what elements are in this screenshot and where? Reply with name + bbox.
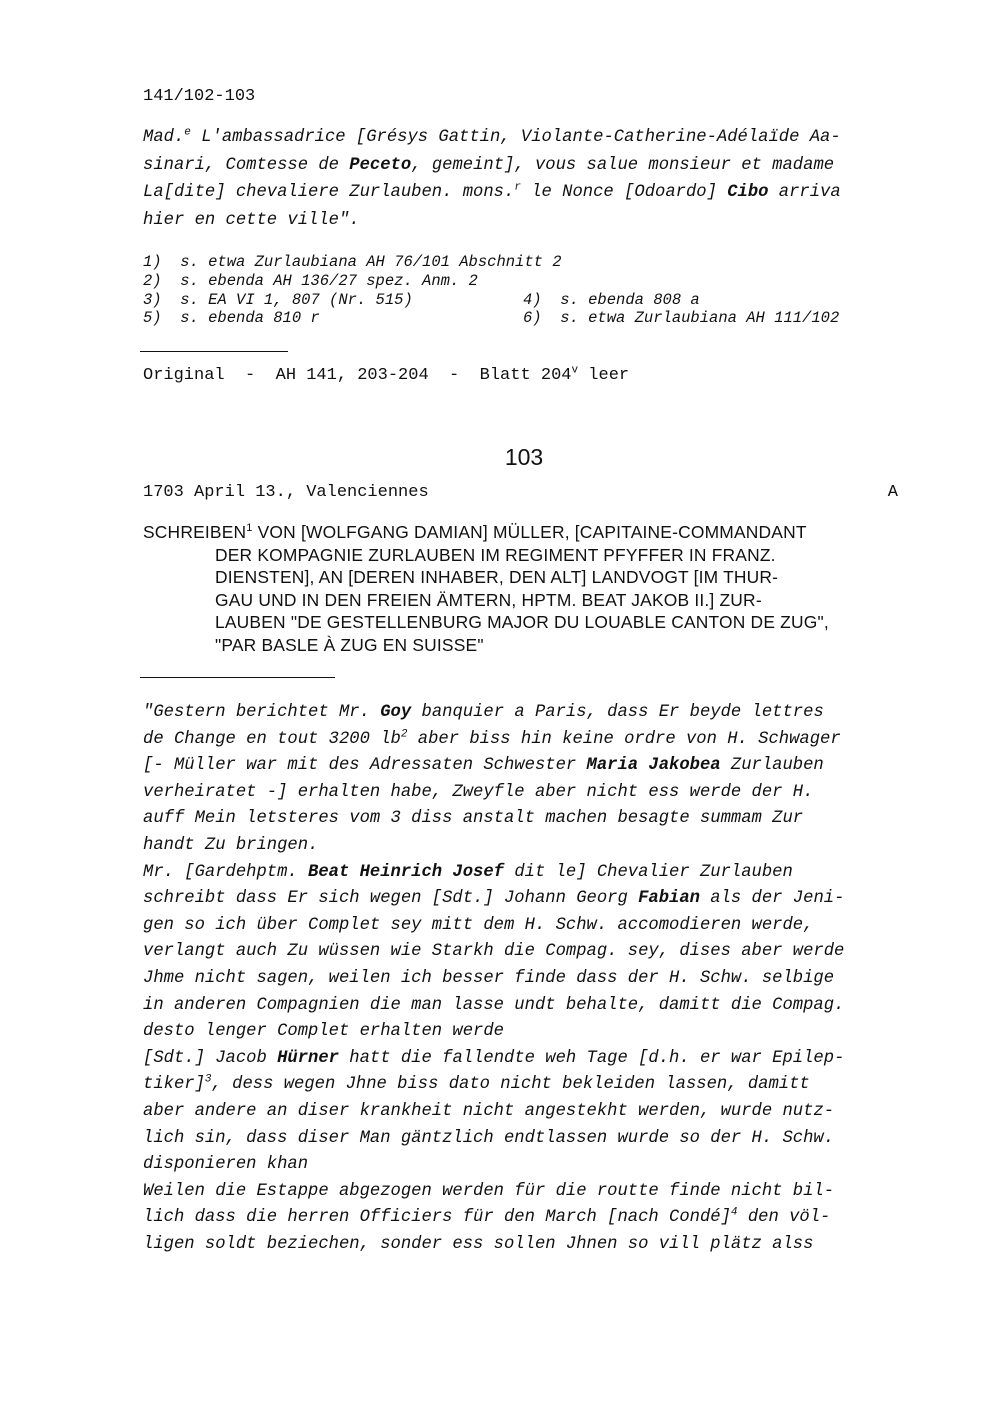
text-run: lich dass die herren Officiers für den March [nach Condé] bbox=[143, 1208, 731, 1228]
bold-name: Goy bbox=[380, 703, 412, 722]
original-source-line bbox=[143, 366, 629, 385]
footnote-left: 5) s. ebenda 810 r bbox=[143, 309, 320, 328]
text-run: verheiratet -] erhalten habe, Zweyfle aber nicht ess werde der H. bbox=[143, 782, 814, 802]
body-line bbox=[143, 1179, 908, 1206]
continuation-line bbox=[143, 207, 923, 235]
continuation-line bbox=[143, 124, 923, 152]
text-run: desto lenger Complet erhalten werde bbox=[143, 1022, 504, 1042]
text-run: aber biss hin keine ordre von H. Schwager bbox=[407, 729, 841, 749]
text-run: disponieren khan bbox=[143, 1155, 309, 1175]
body-line bbox=[143, 1046, 908, 1073]
document-type: A bbox=[887, 483, 898, 502]
bold-name: Hürner bbox=[277, 1048, 339, 1068]
text-run: de Change en tout 3200 lb bbox=[143, 729, 401, 749]
text-run: handt Zu bringen. bbox=[143, 835, 319, 855]
heading-line bbox=[143, 589, 908, 612]
text-run: hier en cette ville". bbox=[143, 210, 360, 230]
body-line bbox=[143, 1126, 908, 1153]
superscript-marker: r bbox=[514, 181, 521, 194]
body-line bbox=[143, 1232, 908, 1259]
text-run: auff Mein letsteres vom 3 diss anstalt machen besagte summam Zur bbox=[143, 809, 804, 829]
page-reference: 141/102-103 bbox=[143, 87, 256, 106]
body-line bbox=[143, 1072, 908, 1099]
heading-line bbox=[143, 521, 908, 544]
text-run: ligen soldt beziechen, sonder ess sollen Jhnen so vill plätz alss bbox=[143, 1234, 814, 1254]
body-line bbox=[143, 1099, 908, 1126]
body-line bbox=[143, 993, 908, 1020]
heading-divider bbox=[140, 677, 335, 678]
text-run: arriva bbox=[768, 183, 841, 202]
heading-line bbox=[143, 634, 908, 657]
text-run: lich sin, dass diser Man gäntzlich endtlassen wurde so der H. Schw. bbox=[143, 1128, 835, 1148]
heading-line bbox=[143, 611, 908, 634]
text-run: VON [WOLFGANG DAMIAN] MÜLLER, [CAPITAINE-COMMANDANT bbox=[252, 522, 807, 542]
footnote-divider bbox=[140, 351, 288, 352]
body-line bbox=[143, 753, 908, 780]
letter-body bbox=[143, 700, 908, 1258]
superscript-marker: 3 bbox=[204, 1073, 212, 1086]
date-place: 1703 April 13., Valenciennes bbox=[143, 483, 429, 502]
heading-line bbox=[143, 544, 908, 567]
body-line bbox=[143, 700, 908, 727]
text-run: GAU UND IN DEN FREIEN ÄMTERN, HPTM. BEAT JAKOB II.] ZUR- bbox=[215, 589, 762, 610]
continuation-text bbox=[143, 124, 923, 234]
superscript-marker: e bbox=[184, 126, 191, 139]
text-run: den völ- bbox=[737, 1208, 831, 1228]
text-run: "PAR BASLE À ZUG EN SUISSE" bbox=[215, 634, 484, 655]
bold-name: Peceto bbox=[349, 155, 412, 175]
body-line bbox=[143, 727, 908, 754]
superscript-marker: 4 bbox=[730, 1206, 738, 1219]
original-suffix: leer bbox=[578, 366, 630, 385]
text-run: le Nonce [Odoardo] bbox=[520, 183, 728, 202]
text-run: aber andere an diser krankheit nicht angestekht werden, wurde nutz- bbox=[143, 1101, 835, 1121]
text-run: als der Jeni- bbox=[699, 889, 845, 909]
bold-name: Maria Jakobea bbox=[586, 756, 721, 776]
footnote-row bbox=[143, 309, 923, 328]
date-place-line bbox=[143, 483, 898, 502]
heading-line bbox=[143, 566, 908, 589]
text-run: tiker] bbox=[143, 1075, 205, 1095]
text-run: , dess wegen Jhne biss dato nicht bekleiden lassen, damitt bbox=[211, 1075, 810, 1095]
bold-name: Beat Heinrich Josef bbox=[308, 862, 505, 882]
original-prefix: Original - AH 141, 203-204 - Blatt 204 bbox=[143, 366, 572, 385]
body-line bbox=[143, 939, 908, 966]
text-run: L'ambassadrice [Grésys Gattin, Violante-Catherine-Adélaïde Aa- bbox=[190, 128, 841, 147]
body-line bbox=[143, 966, 908, 993]
document-heading bbox=[143, 521, 908, 656]
text-run: Mad. bbox=[143, 128, 185, 147]
body-line bbox=[143, 886, 908, 913]
bold-name: Cibo bbox=[727, 183, 769, 202]
footnote-right: 6) s. etwa Zurlaubiana AH 111/102 bbox=[523, 309, 840, 328]
text-run: Zurlauben bbox=[720, 756, 824, 776]
text-run: dit le] Chevalier Zurlauben bbox=[504, 862, 793, 882]
continuation-line bbox=[143, 179, 923, 207]
text-run: "Gestern berichtet Mr. bbox=[143, 703, 381, 722]
footnote-left: 2) s. ebenda AH 136/27 spez. Anm. 2 bbox=[143, 271, 478, 290]
previous-footnotes bbox=[143, 253, 923, 328]
footnote-left: 3) s. EA VI 1, 807 (Nr. 515) bbox=[143, 290, 413, 309]
body-line bbox=[143, 806, 908, 833]
footnote-right: 4) s. ebenda 808 a bbox=[523, 290, 700, 309]
footnote-row bbox=[143, 291, 923, 310]
text-run: Weilen die Estappe abgezogen werden für die routte finde nicht bil- bbox=[143, 1181, 835, 1201]
text-run: in anderen Compagnien die man lasse undt behalte, damitt die Compag. bbox=[143, 995, 845, 1015]
bold-name: Fabian bbox=[638, 889, 700, 909]
text-run: SCHREIBEN bbox=[143, 522, 247, 542]
text-run: schreibt dass Er sich wegen [Sdt.] Johann Georg bbox=[143, 889, 639, 909]
text-run: DIENSTEN], AN [DEREN INHABER, DEN ALT] LANDVOGT [IM THUR- bbox=[215, 567, 779, 587]
document-number: 103 bbox=[504, 444, 544, 470]
text-run: [- Müller war mit des Adressaten Schwester bbox=[143, 756, 587, 776]
superscript-marker: 2 bbox=[400, 727, 408, 740]
text-run: Jhme nicht sagen, weilen ich besser finde dass der H. Schw. selbige bbox=[143, 968, 835, 988]
superscript-marker: 1 bbox=[246, 522, 253, 535]
original-sup: v bbox=[571, 364, 579, 377]
body-line bbox=[143, 833, 908, 860]
text-run: LAUBEN "DE GESTELLENBURG MAJOR DU LOUABLE CANTON DE ZUG", bbox=[215, 612, 829, 632]
text-run: La[dite] chevaliere Zurlauben. mons. bbox=[143, 183, 515, 202]
text-run: , gemeint], vous salue monsieur et madame bbox=[411, 155, 835, 175]
text-run: sinari, Comtesse de bbox=[143, 155, 350, 175]
body-line bbox=[143, 1019, 908, 1046]
footnote-left: 1) s. etwa Zurlaubiana AH 76/101 Abschnitt 2 bbox=[143, 253, 562, 271]
text-run: Mr. [Gardehptm. bbox=[143, 862, 309, 882]
footnote-row bbox=[143, 253, 923, 272]
body-line bbox=[143, 913, 908, 940]
text-run: banquier a Paris, dass Er beyde lettres bbox=[411, 703, 824, 722]
text-run: DER KOMPAGNIE ZURLAUBEN IM REGIMENT PFYFFER IN FRANZ. bbox=[215, 544, 776, 565]
body-line bbox=[143, 860, 908, 887]
body-line bbox=[143, 1205, 908, 1232]
continuation-line bbox=[143, 152, 923, 180]
body-line bbox=[143, 1152, 908, 1179]
text-run: verlangt auch Zu wüssen wie Starkh die Compag. sey, dises aber werde bbox=[143, 942, 845, 962]
body-line bbox=[143, 780, 908, 807]
text-run: gen so ich über Complet sey mitt dem H. Schw. accomodieren werde, bbox=[143, 915, 814, 935]
text-run: hatt die fallendte weh Tage [d.h. er war Epilep- bbox=[338, 1048, 845, 1068]
text-run: [Sdt.] Jacob bbox=[143, 1048, 278, 1068]
footnote-row bbox=[143, 272, 923, 291]
